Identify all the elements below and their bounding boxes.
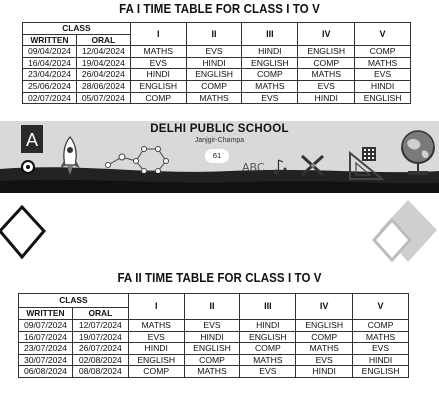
written-date-cell: 16/07/2024 (19, 331, 73, 343)
oral-date-cell: 08/08/2024 (72, 366, 128, 378)
subject-cell: ENGLISH (355, 92, 411, 104)
oral-date-cell: 05/07/2024 (76, 92, 130, 104)
subject-cell: HINDI (130, 69, 186, 81)
col-header-ii: II (184, 294, 240, 320)
subject-cell: HINDI (353, 354, 409, 366)
subject-cell: ENGLISH (184, 343, 240, 355)
subject-cell: MATHS (128, 320, 184, 332)
subject-cell: COMP (298, 57, 355, 69)
subject-cell: COMP (355, 46, 411, 58)
table-row (23, 80, 411, 92)
globe-icon (398, 127, 438, 177)
subject-cell: MATHS (240, 354, 296, 366)
oral-date-cell: 12/04/2024 (76, 46, 130, 58)
subject-cell: HINDI (298, 92, 355, 104)
page-number: 61 (205, 149, 229, 163)
written-date-cell: 02/07/2024 (23, 92, 77, 104)
written-date-cell: 06/08/2024 (19, 366, 73, 378)
col-header-i: I (130, 23, 186, 46)
col-header-ii: II (186, 23, 242, 46)
diamond-outline-icon (0, 205, 50, 265)
subject-cell: EVS (240, 366, 296, 378)
subject-cell: COMP (353, 320, 409, 332)
subject-cell: MATHS (130, 46, 186, 58)
rocket-icon (57, 135, 83, 177)
subject-cell: ENGLISH (353, 366, 409, 378)
subject-cell: MATHS (355, 57, 411, 69)
school-location: Janjgir-Champa (194, 137, 245, 144)
oral-date-cell: 28/06/2024 (76, 80, 130, 92)
oral-header: ORAL (76, 34, 130, 46)
school-banner (0, 121, 439, 193)
calculator-icon (362, 147, 376, 161)
subject-cell: ENGLISH (242, 57, 298, 69)
letter-a-block-icon (20, 123, 46, 175)
subject-cell: EVS (353, 343, 409, 355)
col-header-iii: III (240, 294, 296, 320)
subject-cell: HINDI (355, 80, 411, 92)
written-header: WRITTEN (23, 34, 77, 46)
subject-cell: EVS (298, 80, 355, 92)
subject-cell: ENGLISH (128, 354, 184, 366)
table-row (19, 354, 409, 366)
subject-cell: MATHS (186, 92, 242, 104)
subject-cell: HINDI (296, 366, 353, 378)
written-date-cell: 30/07/2024 (19, 354, 73, 366)
subject-cell: ENGLISH (298, 46, 355, 58)
subject-cell: COMP (184, 354, 240, 366)
table-row (23, 46, 411, 58)
school-name: DELHI PUBLIC SCHOOL (150, 123, 289, 135)
table-row (23, 57, 411, 69)
subject-cell: EVS (184, 320, 240, 332)
oral-header: ORAL (72, 308, 128, 320)
music-notes-icon (271, 157, 289, 177)
oral-date-cell: 19/07/2024 (72, 331, 128, 343)
subject-cell: ENGLISH (240, 331, 296, 343)
col-header-iv: IV (296, 294, 353, 320)
col-header-iii: III (242, 23, 298, 46)
subject-cell: EVS (242, 92, 298, 104)
col-header-v: V (355, 23, 411, 46)
class-header: CLASS (19, 294, 129, 308)
table-row (19, 343, 409, 355)
fa2-table (18, 293, 409, 378)
written-date-cell: 23/04/2024 (23, 69, 77, 81)
subject-cell: ENGLISH (296, 320, 353, 332)
subject-cell: COMP (296, 331, 353, 343)
subject-cell: MATHS (298, 69, 355, 81)
gray-diamond-icon (368, 196, 438, 270)
subject-cell: ENGLISH (186, 69, 242, 81)
class-header: CLASS (23, 23, 131, 35)
table-row (23, 92, 411, 104)
subject-cell: MATHS (242, 80, 298, 92)
subject-cell: COMP (130, 92, 186, 104)
written-date-cell: 16/04/2024 (23, 57, 77, 69)
subject-cell: MATHS (296, 343, 353, 355)
subject-cell: HINDI (242, 46, 298, 58)
written-date-cell: 25/06/2024 (23, 80, 77, 92)
subject-cell: COMP (240, 343, 296, 355)
subject-cell: ENGLISH (130, 80, 186, 92)
subject-cell: EVS (130, 57, 186, 69)
col-header-i: I (128, 294, 184, 320)
written-date-cell: 23/07/2024 (19, 343, 73, 355)
subject-cell: HINDI (128, 343, 184, 355)
oral-date-cell: 26/04/2024 (76, 69, 130, 81)
subject-cell: HINDI (184, 331, 240, 343)
scissors-icon (299, 153, 327, 179)
subject-cell: COMP (128, 366, 184, 378)
fa1-title: FA I TIME TABLE FOR CLASS I TO V (119, 2, 320, 16)
subject-cell: EVS (186, 46, 242, 58)
col-header-v: V (353, 294, 409, 320)
col-header-iv: IV (298, 23, 355, 46)
table-row (19, 320, 409, 332)
table-row (23, 69, 411, 81)
fa2-title: FA II TIME TABLE FOR CLASS I TO V (117, 271, 322, 285)
oral-date-cell: 26/07/2024 (72, 343, 128, 355)
subject-cell: EVS (128, 331, 184, 343)
written-date-cell: 09/04/2024 (23, 46, 77, 58)
subject-cell: EVS (355, 69, 411, 81)
table-row (19, 366, 409, 378)
oral-date-cell: 19/04/2024 (76, 57, 130, 69)
subject-cell: EVS (296, 354, 353, 366)
subject-cell: COMP (186, 80, 242, 92)
oral-date-cell: 12/07/2024 (72, 320, 128, 332)
subject-cell: COMP (242, 69, 298, 81)
abc-text: ABC (242, 161, 265, 174)
subject-cell: HINDI (240, 320, 296, 332)
subject-cell: HINDI (186, 57, 242, 69)
oral-date-cell: 02/08/2024 (72, 354, 128, 366)
written-header: WRITTEN (19, 308, 73, 320)
subject-cell: MATHS (353, 331, 409, 343)
svg-text:A: A (25, 130, 39, 150)
molecule-icon (104, 139, 174, 173)
subject-cell: MATHS (184, 366, 240, 378)
fa1-table (22, 22, 411, 104)
written-date-cell: 09/07/2024 (19, 320, 73, 332)
table-row (19, 331, 409, 343)
